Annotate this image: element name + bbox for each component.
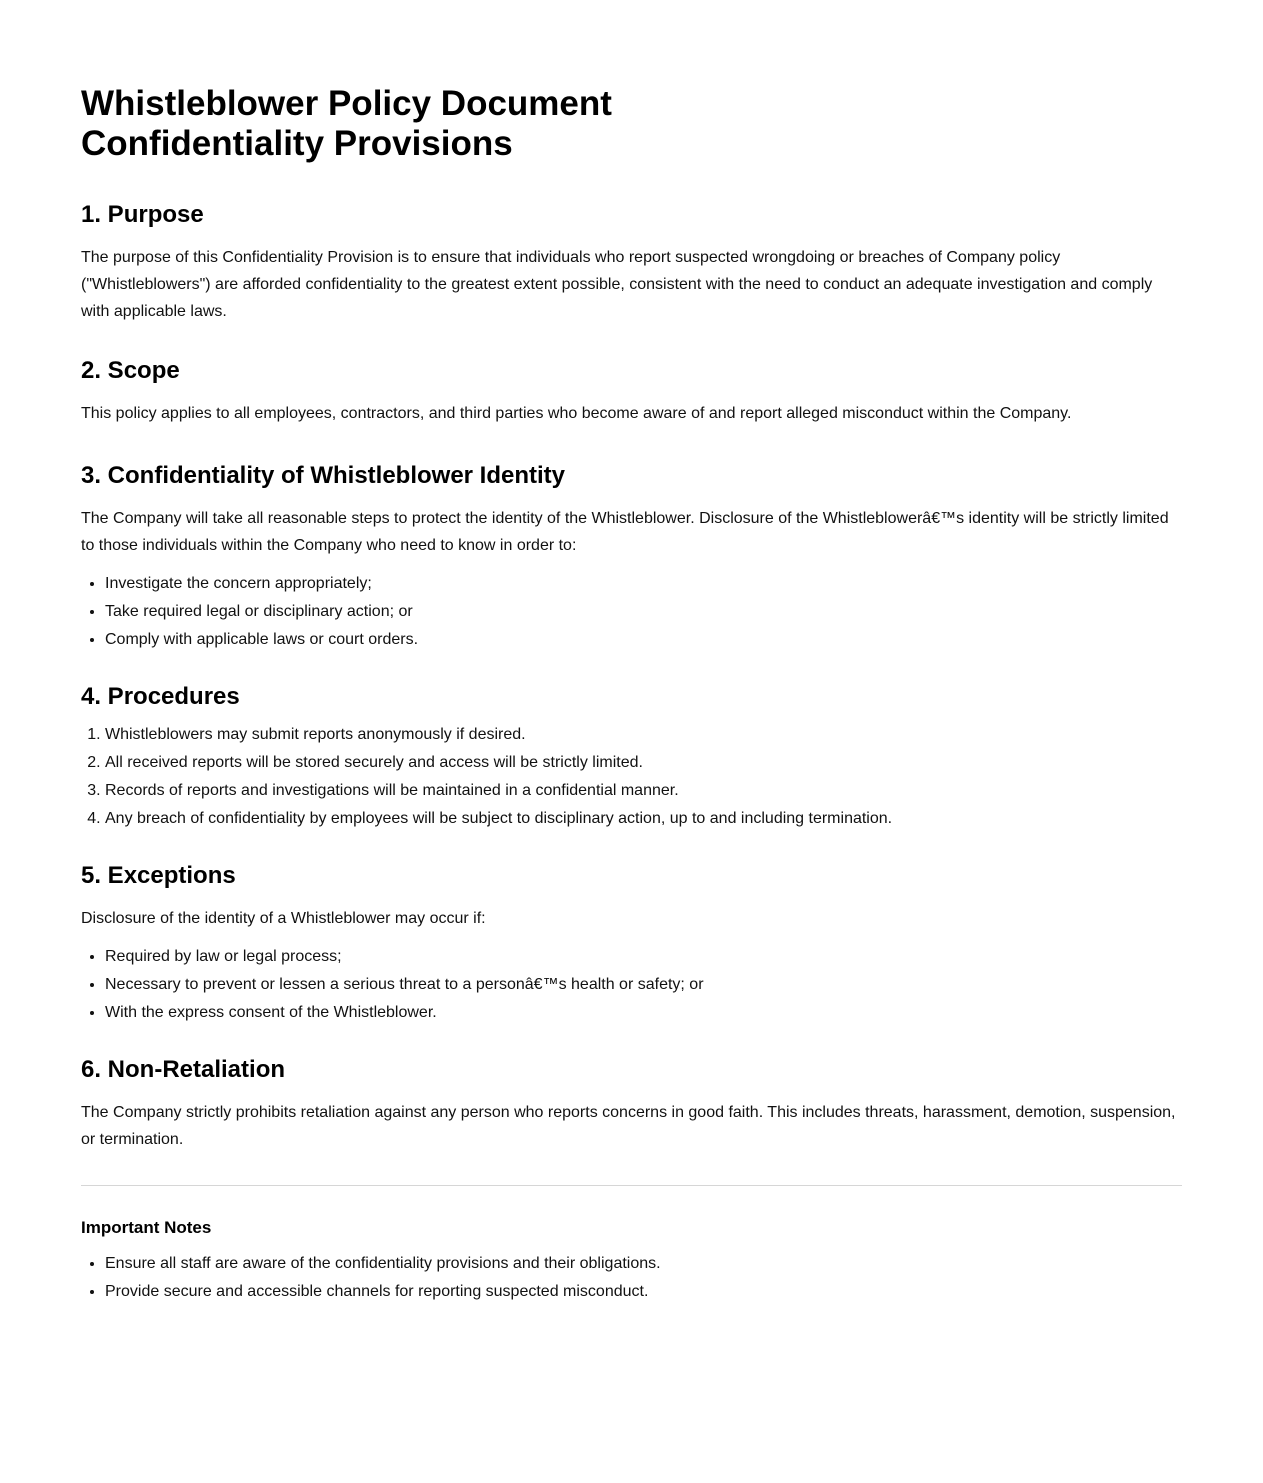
list-item: • Investigate the concern appropriately; [105, 570, 1182, 598]
section-heading: 6. Non-Retaliation [81, 1056, 286, 1083]
list-item: 2. All received reports will be stored securely and access will be strictly limited. [105, 749, 1182, 777]
list-item: • Comply with applicable laws or court orders. [105, 626, 1182, 654]
section-heading: 5. Exceptions [81, 862, 236, 889]
section-purpose [81, 201, 1182, 325]
procedures-list [81, 721, 1182, 833]
divider [81, 1185, 1182, 1186]
section-paragraph: Disclosure of the identity of a Whistleblower may occur if: [81, 910, 486, 927]
list-item: • With the express consent of the Whistleblower. [105, 999, 1182, 1027]
section-paragraph: This policy applies to all employees, contractors, and third parties who become aware of and report alleged misconduct within the Company. [81, 405, 1072, 422]
exceptions-list [81, 943, 1182, 1027]
section-heading: 2. Scope [81, 357, 180, 384]
list-item: 3. Records of reports and investigations will be maintained in a confidential manner. [105, 777, 1182, 805]
notes-heading: Important Notes [81, 1218, 212, 1237]
notes-list [81, 1250, 1182, 1306]
section-exceptions [81, 862, 1182, 1027]
section-non-retaliation [81, 1056, 1182, 1153]
list-item: • Take required legal or disciplinary action; or [105, 598, 1182, 626]
list-item: 1. Whistleblowers may submit reports anonymously if desired. [105, 721, 1182, 749]
list-item: • Ensure all staff are aware of the confidentiality provisions and their obligations. [105, 1250, 1182, 1278]
list-item: • Necessary to prevent or lessen a serious threat to a personâ€™s health or safety; or [105, 971, 1182, 999]
title-line-1: Whistleblower Policy Document [81, 84, 612, 123]
section-scope [81, 357, 1182, 427]
section-heading: 3. Confidentiality of Whistleblower Identity [81, 462, 566, 489]
list-item: 4. Any breach of confidentiality by employees will be subject to disciplinary action, up to and including termination. [105, 805, 1182, 833]
section-paragraph: The purpose of this Confidentiality Provision is to ensure that individuals who report suspected wrongdoing or breaches of Company policy ("Whistleblowers") are afforded confidentiality to the greatest extent possible, consistent with the need to conduct an adequate investigation and comply with applicable laws. [81, 249, 1153, 320]
section-identity [81, 462, 1182, 654]
list-item: • Provide secure and accessible channels for reporting suspected misconduct. [105, 1278, 1182, 1306]
page-title [81, 84, 1182, 164]
title-line-2: Confidentiality Provisions [81, 124, 513, 163]
identity-list [81, 570, 1182, 654]
section-paragraph: The Company will take all reasonable steps to protect the identity of the Whistleblower. Disclosure of the Whistleblowerâ€™s identity will be strictly limited to those individuals within the Company who need to know in order to: [81, 510, 1169, 554]
section-heading: 4. Procedures [81, 683, 240, 710]
section-paragraph: The Company strictly prohibits retaliation against any person who reports concerns in good faith. This includes threats, harassment, demotion, suspension, or termination. [81, 1104, 1176, 1148]
document [81, 0, 1182, 1306]
section-important-notes [81, 1217, 1182, 1306]
section-procedures [81, 683, 1182, 833]
list-item: • Required by law or legal process; [105, 943, 1182, 971]
section-heading: 1. Purpose [81, 201, 204, 228]
